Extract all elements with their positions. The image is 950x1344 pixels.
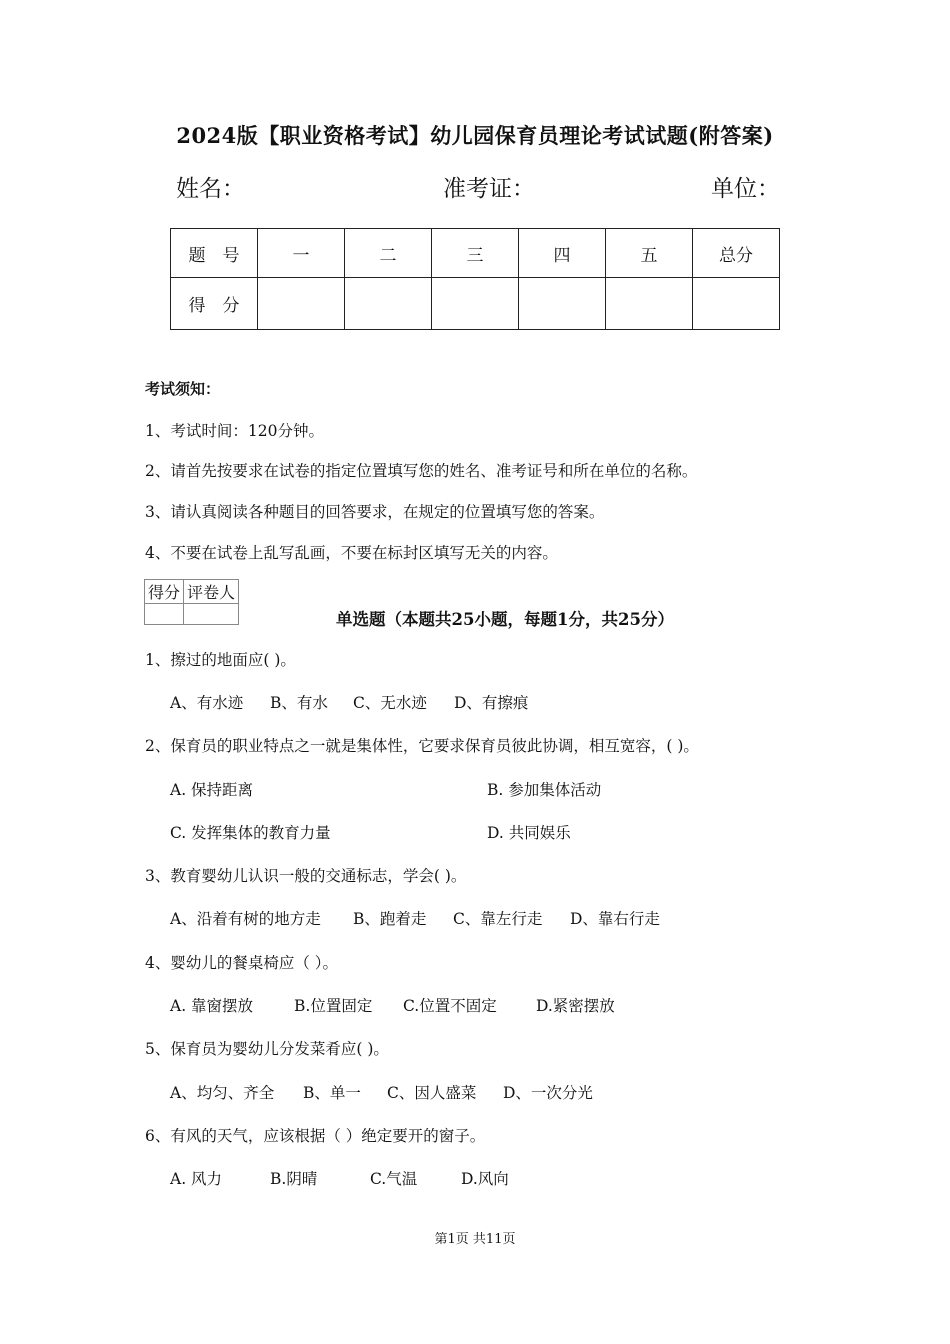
score-header-cell: 四	[519, 229, 606, 278]
option: C.气温	[370, 1170, 418, 1188]
question-text: 4、婴幼儿的餐桌椅应（ ）。	[145, 954, 339, 972]
score-cell[interactable]	[606, 278, 693, 330]
score-cell[interactable]	[519, 278, 606, 330]
notice-item: 2、请首先按要求在试卷的指定位置填写您的姓名、准考证号和所在单位的名称。	[145, 462, 698, 480]
option: B、跑着走	[353, 910, 427, 928]
option: A. 保持距离	[170, 781, 254, 799]
option: D.风向	[461, 1170, 509, 1188]
score-header-cell: 三	[432, 229, 519, 278]
option: B、单一	[303, 1084, 361, 1102]
option: D、有擦痕	[454, 694, 529, 712]
score-header-cell: 一	[258, 229, 345, 278]
option: C.位置不固定	[403, 997, 497, 1015]
score-cell[interactable]	[345, 278, 432, 330]
option: A. 靠窗摆放	[170, 997, 254, 1015]
score-header-cell: 总分	[693, 229, 780, 278]
option: A. 风力	[170, 1170, 223, 1188]
name-field-label: 姓名：	[176, 176, 245, 202]
page-footer: 第1页 共11页	[434, 1232, 516, 1247]
notice-item: 3、请认真阅读各种题目的回答要求，在规定的位置填写您的答案。	[145, 503, 605, 521]
score-table-header-row	[171, 229, 780, 278]
question-text: 3、教育婴幼儿认识一般的交通标志，学会( )。	[145, 867, 467, 885]
option: B.位置固定	[294, 997, 373, 1015]
option: C、因人盛菜	[387, 1084, 477, 1102]
score-header-cell: 题 号	[171, 229, 258, 278]
notice-item: 4、不要在试卷上乱写乱画，不要在标封区填写无关的内容。	[145, 544, 558, 562]
score-header-cell: 五	[606, 229, 693, 278]
option: D、一次分光	[503, 1084, 593, 1102]
score-cell[interactable]	[693, 278, 780, 330]
section-title: 单选题（本题共25小题，每题1分，共25分）	[336, 610, 674, 629]
unit-field-label: 单位：	[711, 176, 780, 202]
option: C、靠左行走	[453, 910, 543, 928]
score-table	[170, 228, 780, 330]
option: D. 共同娱乐	[487, 824, 571, 842]
question-text: 5、保育员为婴幼儿分发菜肴应( )。	[145, 1040, 389, 1058]
option: A、有水迹	[170, 694, 244, 712]
grader-score-label: 得分	[145, 580, 184, 604]
option: D、靠右行走	[570, 910, 660, 928]
option: B、有水	[270, 694, 328, 712]
option: A、沿着有树的地方走	[170, 910, 321, 928]
option: A、均匀、齐全	[170, 1084, 275, 1102]
option: B. 参加集体活动	[487, 781, 602, 799]
score-header-cell: 二	[345, 229, 432, 278]
score-table-score-row	[171, 278, 780, 330]
score-row-label: 得 分	[171, 278, 258, 330]
score-cell[interactable]	[432, 278, 519, 330]
option: C. 发挥集体的教育力量	[170, 824, 331, 842]
question-text: 6、有风的天气，应该根据（ ）绝定要开的窗子。	[145, 1127, 486, 1145]
score-cell[interactable]	[258, 278, 345, 330]
option: C、无水迹	[353, 694, 427, 712]
exam-id-field-label: 准考证：	[443, 176, 535, 202]
option: B.阴晴	[270, 1170, 318, 1188]
notice-item: 1、考试时间：120分钟。	[145, 422, 324, 440]
question-text: 1、擦过的地面应( )。	[145, 651, 296, 669]
question-text: 2、保育员的职业特点之一就是集体性，它要求保育员彼此协调，相互宽容，( )。	[145, 737, 699, 755]
notice-title: 考试须知：	[145, 380, 221, 398]
option: D.紧密摆放	[536, 997, 615, 1015]
grader-reviewer-label: 评卷人	[184, 580, 239, 604]
document-title: 2024版【职业资格考试】幼儿园保育员理论考试试题(附答案)	[176, 123, 774, 148]
